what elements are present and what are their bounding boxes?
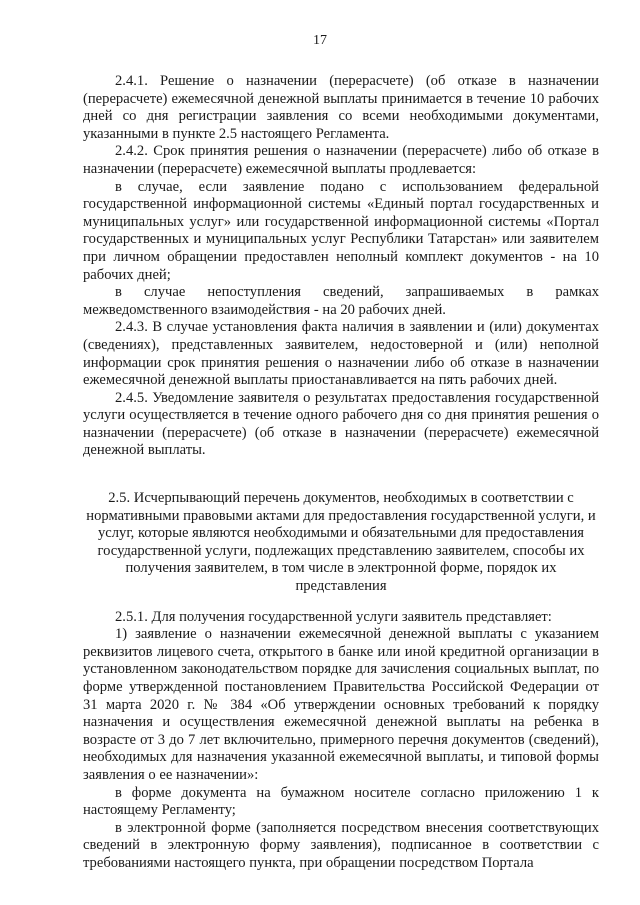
section-heading-2-5: 2.5. Исчерпывающий перечень документов, необходимых в соответствии с нормативными правовыми актами для предоставления государственной услуги, и услуг, которые являются необходимыми и обязательными для предоставления государственной услуги, подлежащих представлению заявителем, способы их получения заявителем, в том числе в электронной форме, порядок их представления <box>86 490 596 595</box>
paragraph-2-5-1-item-1-paper: в форме документа на бумажном носителе согласно приложению 1 к настоящему Регламенту; <box>83 784 599 819</box>
paragraph-2-4-3: 2.4.3. В случае установления факта наличия в заявлении и (или) документах (сведениях), представленных заявителем, недостоверной и (или) неполной информации срок принятия решения о назначении либо об отказе в назначении ежемесячной денежной выплаты приостанавливается на пять рабочих дней. <box>83 319 599 389</box>
paragraph-2-4-5: 2.4.5. Уведомление заявителя о результатах предоставления государственной услуги осуществляется в течение одного рабочего дня со дня принятия решения о назначении (перерасчете) (об отказе в назначении (перерасчете) ежемесячной денежной выплаты. <box>83 389 599 459</box>
paragraph-2-4-2-case-2: в случае непоступления сведений, запрашиваемых в рамках межведомственного взаимодействия - на 20 рабочих дней. <box>83 284 599 318</box>
paragraph-2-4-2-case-1: в случае, если заявление подано с использованием федеральной государственной информационной системы «Единый портал государственных и муниципальных услуг» или государственной информационной системы «Портал государственных и муниципальных услуг Республики Татарстан» или заявителем при личном обращении предоставлен неполный комплект документов - на 10 рабочих дней; <box>83 178 599 283</box>
paragraph-2-4-2: 2.4.2. Срок принятия решения о назначении (перерасчете) либо об отказе в назначении (перерасчете) ежемесячной выплаты продлевается: <box>83 143 599 177</box>
paragraph-2-5-1-item-1-electronic: в электронной форме (заполняется посредством внесения соответствующих сведений в электронную форму заявления), подписанное в соответствии с требованиями настоящего пункта, при обращении посредством Портала <box>83 819 599 871</box>
paragraph-2-4-1: 2.4.1. Решение о назначении (перерасчете) (об отказе в назначении (перерасчете) ежемесячной денежной выплаты принимается в течение 10 рабочих дней со дня регистрации заявления со всеми необходимыми документами, указанными в пункте 2.5 настоящего Регламента. <box>83 73 599 142</box>
paragraph-2-5-1: 2.5.1. Для получения государственной услуги заявитель представляет: <box>115 608 552 625</box>
document-body <box>83 73 599 873</box>
paragraph-2-5-1-item-1: 1) заявление о назначении ежемесячной денежной выплаты с указанием реквизитов лицевого счета, открытого в банке или иной кредитной организации в установленном законодательством порядке для зачисления социальных выплат, по форме утвержденной постановлением Правительства Российской Федерации от 31 марта 2020 г. № 384 «Об утверждении основных требований к порядку назначения и осуществления ежемесячной денежной выплаты на ребенка в возрасте от 3 до 7 лет включительно, примерного перечня документов (сведений), необходимых для назначения указанной ежемесячной выплаты, и типовой формы заявления о ее назначении»: <box>83 626 599 783</box>
page-number: 17 <box>313 33 327 48</box>
